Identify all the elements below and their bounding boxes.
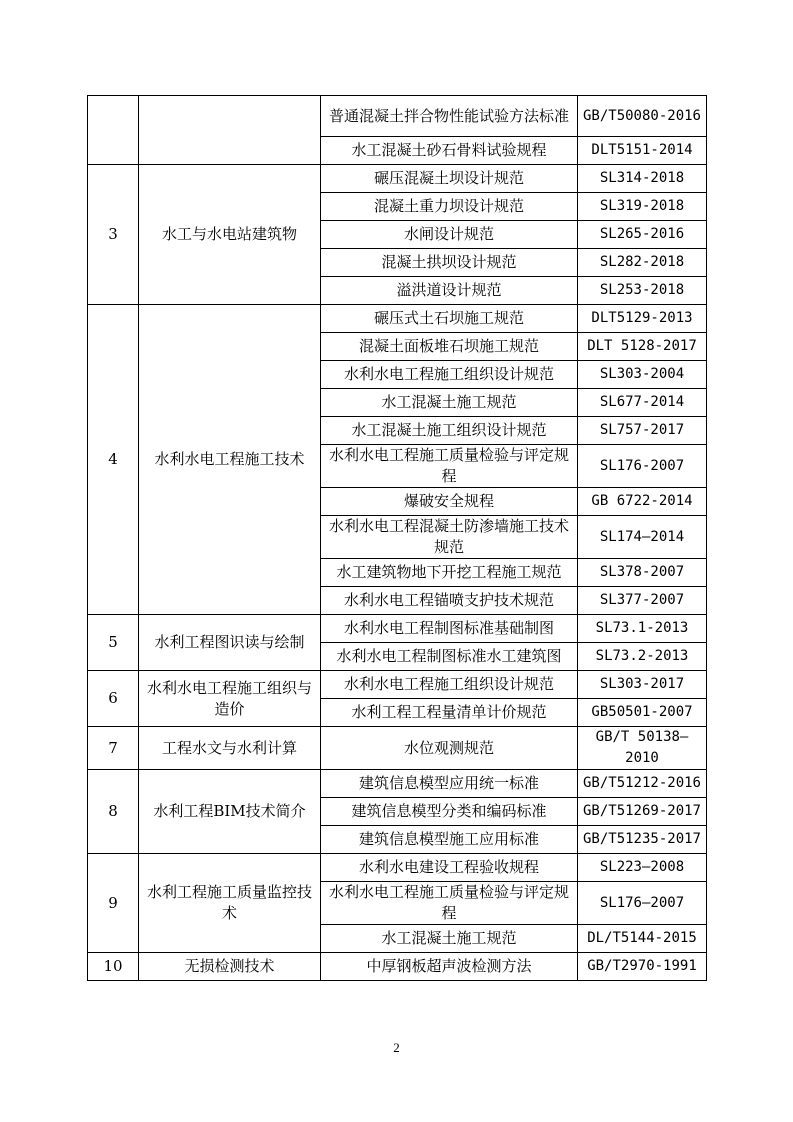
page-number: 2 (393, 1040, 400, 1055)
standard-code-cell: SL174—2014 (578, 516, 707, 559)
standard-name-cell: 水工混凝土砂石骨料试验规程 (321, 137, 578, 165)
standard-name-cell: 水工建筑物地下开挖工程施工规范 (321, 559, 578, 587)
standard-code-cell: SL265-2016 (578, 221, 707, 249)
standards-table (87, 95, 707, 981)
table-row (88, 854, 707, 882)
standard-code-cell: SL378-2007 (578, 559, 707, 587)
standard-code-cell: SL253-2018 (578, 277, 707, 305)
standard-name-cell: 水利水电工程制图标准基础制图 (321, 615, 578, 643)
standard-name-cell: 水利水电工程制图标准水工建筑图 (321, 643, 578, 671)
row-number-cell: 9 (88, 854, 139, 953)
table-row (88, 671, 707, 699)
standard-code-cell: DLT5151-2014 (578, 137, 707, 165)
course-cell: 水利水电工程施工技术 (139, 305, 321, 615)
standard-name-cell: 普通混凝土拌合物性能试验方法标准 (321, 96, 578, 137)
standard-code-cell: DLT5129-2013 (578, 305, 707, 333)
standard-code-cell: GB/T2970-1991 (578, 953, 707, 981)
row-number-cell: 3 (88, 165, 139, 305)
standard-name-cell: 水利工程工程量清单计价规范 (321, 699, 578, 727)
standard-name-cell: 水工混凝土施工组织设计规范 (321, 417, 578, 445)
standard-code-cell: SL73.2-2013 (578, 643, 707, 671)
standard-code-cell: DLT 5128-2017 (578, 333, 707, 361)
row-number-cell: 5 (88, 615, 139, 671)
course-cell: 无损检测技术 (139, 953, 321, 981)
standard-code-cell: GB50501-2007 (578, 699, 707, 727)
table-row (88, 953, 707, 981)
course-cell: 水利工程图识读与绘制 (139, 615, 321, 671)
standard-name-cell: 水闸设计规范 (321, 221, 578, 249)
course-cell (139, 96, 321, 165)
standard-name-cell: 建筑信息模型分类和编码标准 (321, 798, 578, 826)
course-cell: 水工与水电站建筑物 (139, 165, 321, 305)
standard-name-cell: 混凝土拱坝设计规范 (321, 249, 578, 277)
table-row (88, 305, 707, 333)
row-number-cell (88, 96, 139, 165)
table-row (88, 165, 707, 193)
standard-name-cell: 水工混凝土施工规范 (321, 925, 578, 953)
standard-name-cell: 中厚钢板超声波检测方法 (321, 953, 578, 981)
table-row (88, 727, 707, 770)
course-cell: 水利工程BIM技术简介 (139, 770, 321, 854)
standard-name-cell: 溢洪道设计规范 (321, 277, 578, 305)
standard-code-cell: SL757-2017 (578, 417, 707, 445)
standard-code-cell: DL/T5144-2015 (578, 925, 707, 953)
standard-code-cell: SL282-2018 (578, 249, 707, 277)
standard-code-cell: SL223—2008 (578, 854, 707, 882)
course-cell: 工程水文与水利计算 (139, 727, 321, 770)
row-number-cell: 10 (88, 953, 139, 981)
row-number-cell: 6 (88, 671, 139, 727)
standard-name-cell: 碾压混凝土坝设计规范 (321, 165, 578, 193)
standard-name-cell: 碾压式土石坝施工规范 (321, 305, 578, 333)
standard-code-cell: SL377-2007 (578, 587, 707, 615)
row-number-cell: 8 (88, 770, 139, 854)
standard-code-cell: SL303-2004 (578, 361, 707, 389)
standard-code-cell: GB 6722-2014 (578, 488, 707, 516)
row-number-cell: 4 (88, 305, 139, 615)
course-cell: 水利工程施工质量监控技术 (139, 854, 321, 953)
standard-name-cell: 水位观测规范 (321, 727, 578, 770)
standard-name-cell: 水利水电工程施工组织设计规范 (321, 671, 578, 699)
standard-code-cell: GB/T51269-2017 (578, 798, 707, 826)
standard-name-cell: 建筑信息模型施工应用标准 (321, 826, 578, 854)
standard-code-cell: GB/T 50138—2010 (578, 727, 707, 770)
standard-code-cell: SL314-2018 (578, 165, 707, 193)
standard-code-cell: SL303-2017 (578, 671, 707, 699)
row-number-cell: 7 (88, 727, 139, 770)
standard-code-cell: GB/T51212-2016 (578, 770, 707, 798)
standard-code-cell: SL73.1-2013 (578, 615, 707, 643)
standard-name-cell: 水利水电建设工程验收规程 (321, 854, 578, 882)
standard-name-cell: 建筑信息模型应用统一标准 (321, 770, 578, 798)
course-cell: 水利水电工程施工组织与造价 (139, 671, 321, 727)
standard-name-cell: 混凝土面板堆石坝施工规范 (321, 333, 578, 361)
table-row (88, 615, 707, 643)
standard-code-cell: GB/T51235-2017 (578, 826, 707, 854)
standard-name-cell: 水利水电工程施工质量检验与评定规程 (321, 882, 578, 925)
standard-code-cell: GB/T50080-2016 (578, 96, 707, 137)
standard-code-cell: SL677-2014 (578, 389, 707, 417)
standard-code-cell: SL176-2007 (578, 445, 707, 488)
standard-name-cell: 水工混凝土施工规范 (321, 389, 578, 417)
standard-name-cell: 混凝土重力坝设计规范 (321, 193, 578, 221)
table-row (88, 770, 707, 798)
standard-name-cell: 水利水电工程混凝土防渗墙施工技术规范 (321, 516, 578, 559)
standard-code-cell: SL319-2018 (578, 193, 707, 221)
table-row (88, 96, 707, 137)
standard-name-cell: 水利水电工程施工质量检验与评定规程 (321, 445, 578, 488)
standard-name-cell: 爆破安全规程 (321, 488, 578, 516)
standard-name-cell: 水利水电工程施工组织设计规范 (321, 361, 578, 389)
standard-code-cell: SL176—2007 (578, 882, 707, 925)
standard-name-cell: 水利水电工程锚喷支护技术规范 (321, 587, 578, 615)
